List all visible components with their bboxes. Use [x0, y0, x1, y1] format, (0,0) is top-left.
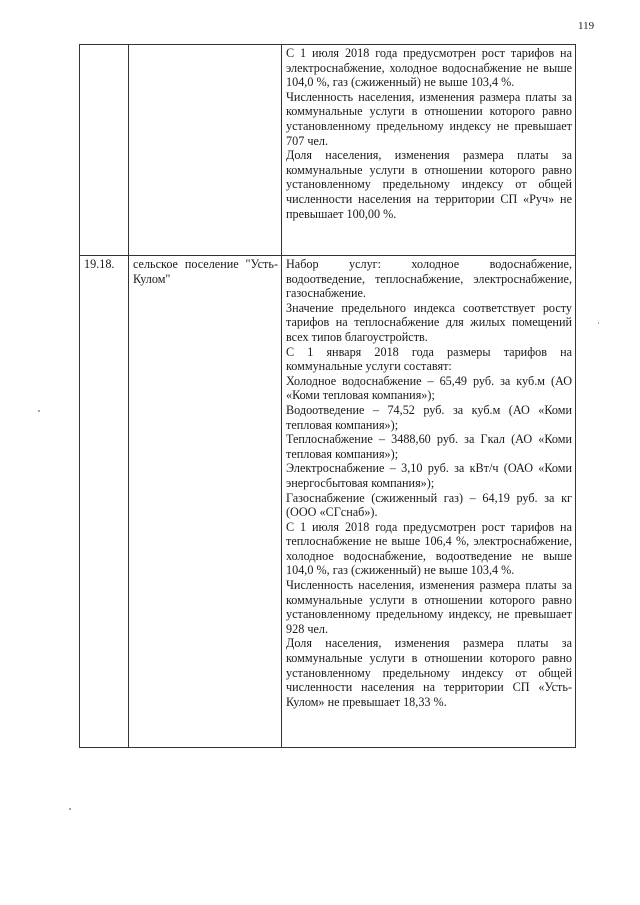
paragraph: Теплоснабжение – 3488,60 руб. за Гкал (АО «Коми тепловая компания»);	[286, 432, 572, 461]
row-number-cell	[80, 45, 129, 256]
paragraph: С 1 июля 2018 года предусмотрен рост тарифов на теплоснабжение не выше 106,4 %, электроснабжение, холодное водоснабжение, водоотведение не выше 104,0 %, газ (сжиженный) не выше 103,4 %.	[286, 519, 572, 578]
row-number-cell: 19.18.	[80, 256, 129, 748]
paragraph: С 1 июля 2018 года предусмотрен рост тарифов на электроснабжение, холодное водоснабжение не выше 104,0 %, газ (сжиженный) не выше 103,4 %.	[286, 46, 572, 90]
paragraph: Холодное водоснабжение – 65,49 руб. за куб.м (АО «Коми тепловая компания»);	[286, 373, 572, 403]
page-number: 119	[578, 20, 595, 32]
paragraph: Доля населения, изменения размера платы за коммунальные услуги в отношении которого равно установленному предельному индексу от общей численности населения на территории СП «Руч» не превышает 100,00 %.	[286, 148, 572, 221]
table-row	[80, 256, 576, 748]
settlement-cell	[129, 45, 282, 256]
paragraph: Доля населения, изменения размера платы за коммунальные услуги в отношении которого равно установленному предельному индексу от общей численности населения на территории СП «Усть-Кулом» не превышает 18,33 %.	[286, 636, 572, 709]
scan-speck	[69, 808, 71, 810]
paragraph: Водоотведение – 74,52 руб. за куб.м (АО «Коми тепловая компания»);	[286, 402, 572, 432]
tariff-table	[79, 44, 576, 748]
scan-speck	[38, 410, 40, 412]
paragraph: Значение предельного индекса соответствует росту тарифов на теплоснабжение для жилых помещений всех типов благоустройств.	[286, 300, 572, 344]
paragraph: Набор услуг: холодное водоснабжение, водоотведение, теплоснабжение, электроснабжение, газоснабжение.	[286, 257, 572, 301]
paragraph: Численность населения, изменения размера платы за коммунальные услуги в отношении которого равно установленному предельному индексу не превышает 707 чел.	[286, 89, 572, 148]
settlement-cell: сельское поселение "Усть-Кулом"	[129, 256, 282, 748]
paragraph: С 1 января 2018 года размеры тарифов на коммунальные услуги составят:	[286, 344, 572, 374]
scan-speck	[598, 322, 599, 324]
table-row	[80, 45, 576, 256]
paragraph: Газоснабжение (сжиженный газ) – 64,19 руб. за кг (ООО «СГснаб»).	[286, 490, 572, 520]
description-cell	[282, 45, 576, 256]
paragraph: Электроснабжение – 3,10 руб. за кВт/ч (ОАО «Коми энергосбытовая компания»);	[286, 461, 572, 490]
paragraph: Численность населения, изменения размера платы за коммунальные услуги в отношении которого равно установленному предельному индексу, не превышает 928 чел.	[286, 578, 572, 636]
description-cell	[282, 256, 576, 748]
